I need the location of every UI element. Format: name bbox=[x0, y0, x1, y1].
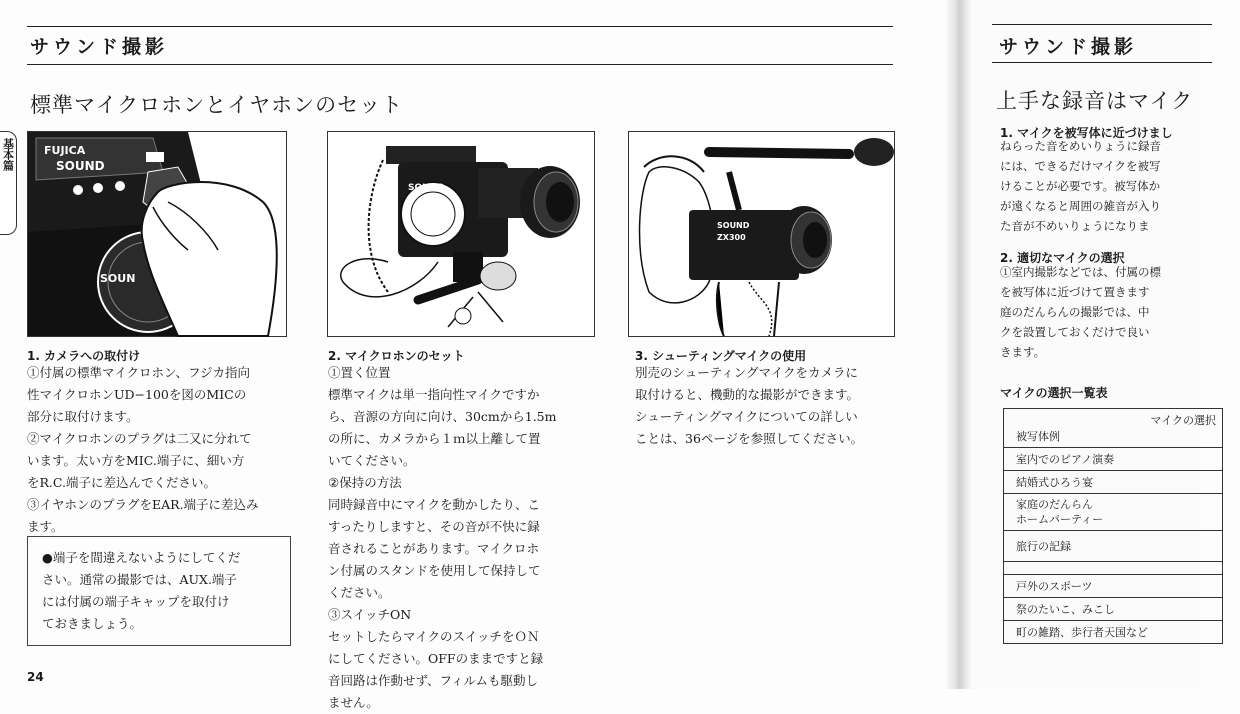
col3-body: 別売のシューティングマイクをカメラに 取付けると、機動的な撮影ができます。 シューティングマイクについての詳しい ことは、36ページを参照してください。 bbox=[635, 365, 864, 446]
figure-microphone-set bbox=[327, 131, 595, 337]
camera-sound-label: SOUND bbox=[408, 183, 445, 193]
right-section-title: サウンド撮影 bbox=[999, 36, 1138, 58]
figure-camera-jack bbox=[27, 131, 287, 337]
right-heading-2: 2. 適切なマイクの選択 bbox=[1000, 251, 1125, 265]
table-row: 家庭のだんらん ホームパーティー bbox=[1004, 494, 1223, 531]
header-top: マイクの選択 bbox=[1150, 414, 1216, 427]
col1-heading: 1. カメラへの取付け bbox=[27, 349, 141, 363]
camera-sound-label-2: SOUND bbox=[717, 221, 750, 230]
side-tab: 基本篇 bbox=[0, 131, 17, 235]
right-top-rule bbox=[992, 24, 1212, 25]
soun-label: SOUN bbox=[100, 272, 136, 285]
shooting-mic-illustration bbox=[629, 132, 894, 336]
title-rule bbox=[27, 64, 893, 65]
table-row: 祭のたいこ、みこし bbox=[1004, 598, 1223, 621]
right-heading-1: 1. マイクを被写体に近づけまし bbox=[1000, 126, 1173, 140]
right-title-rule bbox=[992, 62, 1212, 63]
table-title: マイクの選択一覧表 bbox=[1000, 386, 1108, 400]
mic-selection-table bbox=[1003, 408, 1223, 644]
microphone-set-illustration bbox=[328, 132, 594, 336]
page-gutter bbox=[945, 0, 972, 689]
table-row: 結婚式ひろう宴 bbox=[1004, 471, 1223, 494]
table-row bbox=[1004, 562, 1223, 575]
header-bottom: 被写体例 bbox=[1016, 430, 1060, 443]
right-body-2: ①室内撮影などでは、付属の標 を被写体に近づけて置きます 庭のだんらんの撮影では、中 クを設置しておくだけで良い きます。 bbox=[1000, 265, 1161, 359]
table-header-cell bbox=[1004, 409, 1223, 448]
table-row: 室内でのピアノ演奏 bbox=[1004, 448, 1223, 471]
col2-heading: 2. マイクロホンのセット bbox=[328, 349, 465, 363]
right-subtitle: 上手な録音はマイク bbox=[996, 89, 1194, 113]
note-text: ●端子を間違えないようにしてくだ さい。通常の撮影では、AUX.端子 には付属の端子キャップを取付け ておきましょう。 bbox=[42, 550, 241, 631]
sound-label: SOUND bbox=[56, 159, 105, 173]
col1-body: ①付属の標準マイクロホン、フジカ指向 性マイクロホンUD−100を図のMICの 部分に取付けます。 ②マイクロホンのプラグは二又に分れて います。太い方をMIC.端子に、細い方 をR.C.端子に差込んでください。 ③イヤホンのプラグをEAR.端子に差込み ます。 bbox=[27, 365, 259, 534]
table-row: 戸外のスポーツ bbox=[1004, 575, 1223, 598]
section-title: サウンド撮影 bbox=[30, 36, 169, 58]
table-row: 旅行の記録 bbox=[1004, 531, 1223, 562]
figure-shooting-mic bbox=[628, 131, 895, 337]
page-number: 24 bbox=[27, 670, 44, 684]
table-header-row bbox=[1004, 409, 1223, 448]
col3-heading: 3. シューティングマイクの使用 bbox=[635, 349, 807, 363]
col2-body: ①置く位置 標準マイクは単一指向性マイクですか ら、音源の方向に向け、30cmから1.5m の所に、カメラから１ｍ以上離して置 いてください。 ②保持の方法 同時録音中にマイクを動かしたり、こ すったりしますと、その音が不快に録 音されることがあります。マイクロホ ン付属のスタンドを使用して保持して ください。 ③スイッチON セットしたらマイクのスイッチをＯＮ にしてください。OFFのままですと録 音回路は作動せず、フィルムも駆動し ません。 bbox=[328, 365, 557, 710]
right-body-1: ねらった音をめいりょうに録音 には、できるだけマイクを被写 けることが必要です。被写体か が遠くなると周囲の雑音が入り た音が不めいりょうになりま bbox=[1000, 139, 1161, 233]
page-subtitle: 標準マイクロホンとイヤホンのセット bbox=[30, 93, 404, 117]
top-rule bbox=[27, 26, 893, 27]
note-box bbox=[27, 536, 291, 646]
fujica-label: FUJICA bbox=[44, 144, 86, 157]
camera-model-label: ZX300 bbox=[717, 233, 746, 242]
camera-jack-illustration bbox=[28, 132, 286, 336]
table-row: 町の雑踏、歩行者天国など bbox=[1004, 621, 1223, 644]
